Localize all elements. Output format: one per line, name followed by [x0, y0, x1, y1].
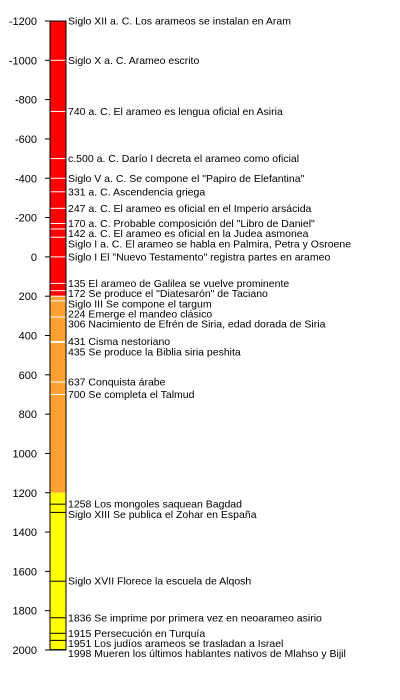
axis-tick-label: -1200	[8, 16, 37, 28]
axis-tick-label: -600	[14, 133, 37, 146]
axis-tick-label: 1200	[12, 487, 37, 500]
event-label: Siglo I El "Nuevo Testamento" registra partes en arameo	[68, 251, 331, 264]
axis-tick-label: 1400	[12, 527, 37, 540]
event-label: 224 Emerge el mandeo clásico	[68, 308, 213, 321]
event-label: Siglo XII a. C. Los arameos se instalan en Aram	[68, 15, 291, 28]
event-label: 306 Nacimiento de Efrén de Siria, edad dorada de Siria	[68, 318, 326, 331]
event-label: Siglo XIII Se publica el Zohar en España	[68, 508, 257, 521]
period-bands	[50, 21, 66, 650]
event-label: Siglo X a. C. Arameo escrito	[68, 54, 200, 67]
event-label: Siglo XVII Florece la escuela de Alqosh	[68, 575, 252, 588]
axis-tick-label: -800	[14, 94, 37, 107]
event-label: Siglo V a. C. Se compone el "Papiro de Elefantina"	[68, 172, 305, 185]
event-label: 135 El arameo de Galilea se vuelve prominente	[68, 277, 290, 290]
axis-tick-label: 200	[18, 291, 37, 304]
event-label: 331 a. C. Ascendencia griega	[68, 186, 206, 199]
event-label: 435 Se produce la Biblia siria peshita	[68, 346, 241, 359]
axis-tick-label: 600	[18, 369, 37, 382]
axis-tick-label: 0	[30, 251, 37, 264]
axis-tick-label: 1600	[12, 566, 37, 579]
event-label: 172 Se produce el "Diatesarón" de Taciano	[68, 288, 268, 301]
axis-tick-label: 1800	[12, 605, 37, 618]
event-label: 1836 Se imprime por primera vez en neoarameo asirio	[68, 612, 322, 625]
event-label: 142 a. C. El arameo es oficial en la Judea asmonea	[68, 228, 309, 241]
event-labels	[68, 16, 351, 661]
event-label: Siglo I a. C. El arameo se habla en Palmira, Petra y Osroene	[68, 238, 352, 251]
axis-tick-label: -200	[14, 212, 37, 225]
event-label: 740 a. C. El arameo es lengua oficial en Asiria	[68, 105, 283, 118]
axis-tick-label: 1000	[12, 448, 37, 461]
period-band	[50, 493, 66, 650]
axis-tick-label: 2000	[12, 645, 37, 657]
event-label: 431 Cisma nestoriano	[68, 336, 171, 349]
event-label: 1915 Persecución en Turquía	[68, 627, 206, 640]
event-label: 1998 Mueren los últimos hablantes nativos de Mlahso y Bijil	[68, 648, 346, 661]
event-label: c.500 a. C. Darío I decreta el arameo como oficial	[68, 153, 300, 166]
event-label: Siglo III Se compone el targum	[68, 298, 212, 311]
axis-tick-label: 400	[18, 330, 37, 343]
axis-tick-label: -1000	[8, 55, 37, 68]
axis-tick-label: -400	[14, 173, 37, 186]
event-label: 247 a. C. El arameo es oficial en el Imperio arsácida	[68, 202, 312, 215]
axis-tick-label: 800	[18, 409, 37, 422]
event-label: 1258 Los mongoles saquean Bagdad	[68, 498, 242, 511]
event-label: 637 Conquista árabe	[68, 376, 166, 389]
event-label: 170 a. C. Probable composición del "Libro de Daniel"	[68, 217, 315, 230]
year-axis	[9, 16, 50, 657]
event-label: 1951 Los judíos arameos se trasladan a Israel	[68, 637, 284, 650]
event-label: 700 Se completa el Talmud	[68, 388, 195, 401]
